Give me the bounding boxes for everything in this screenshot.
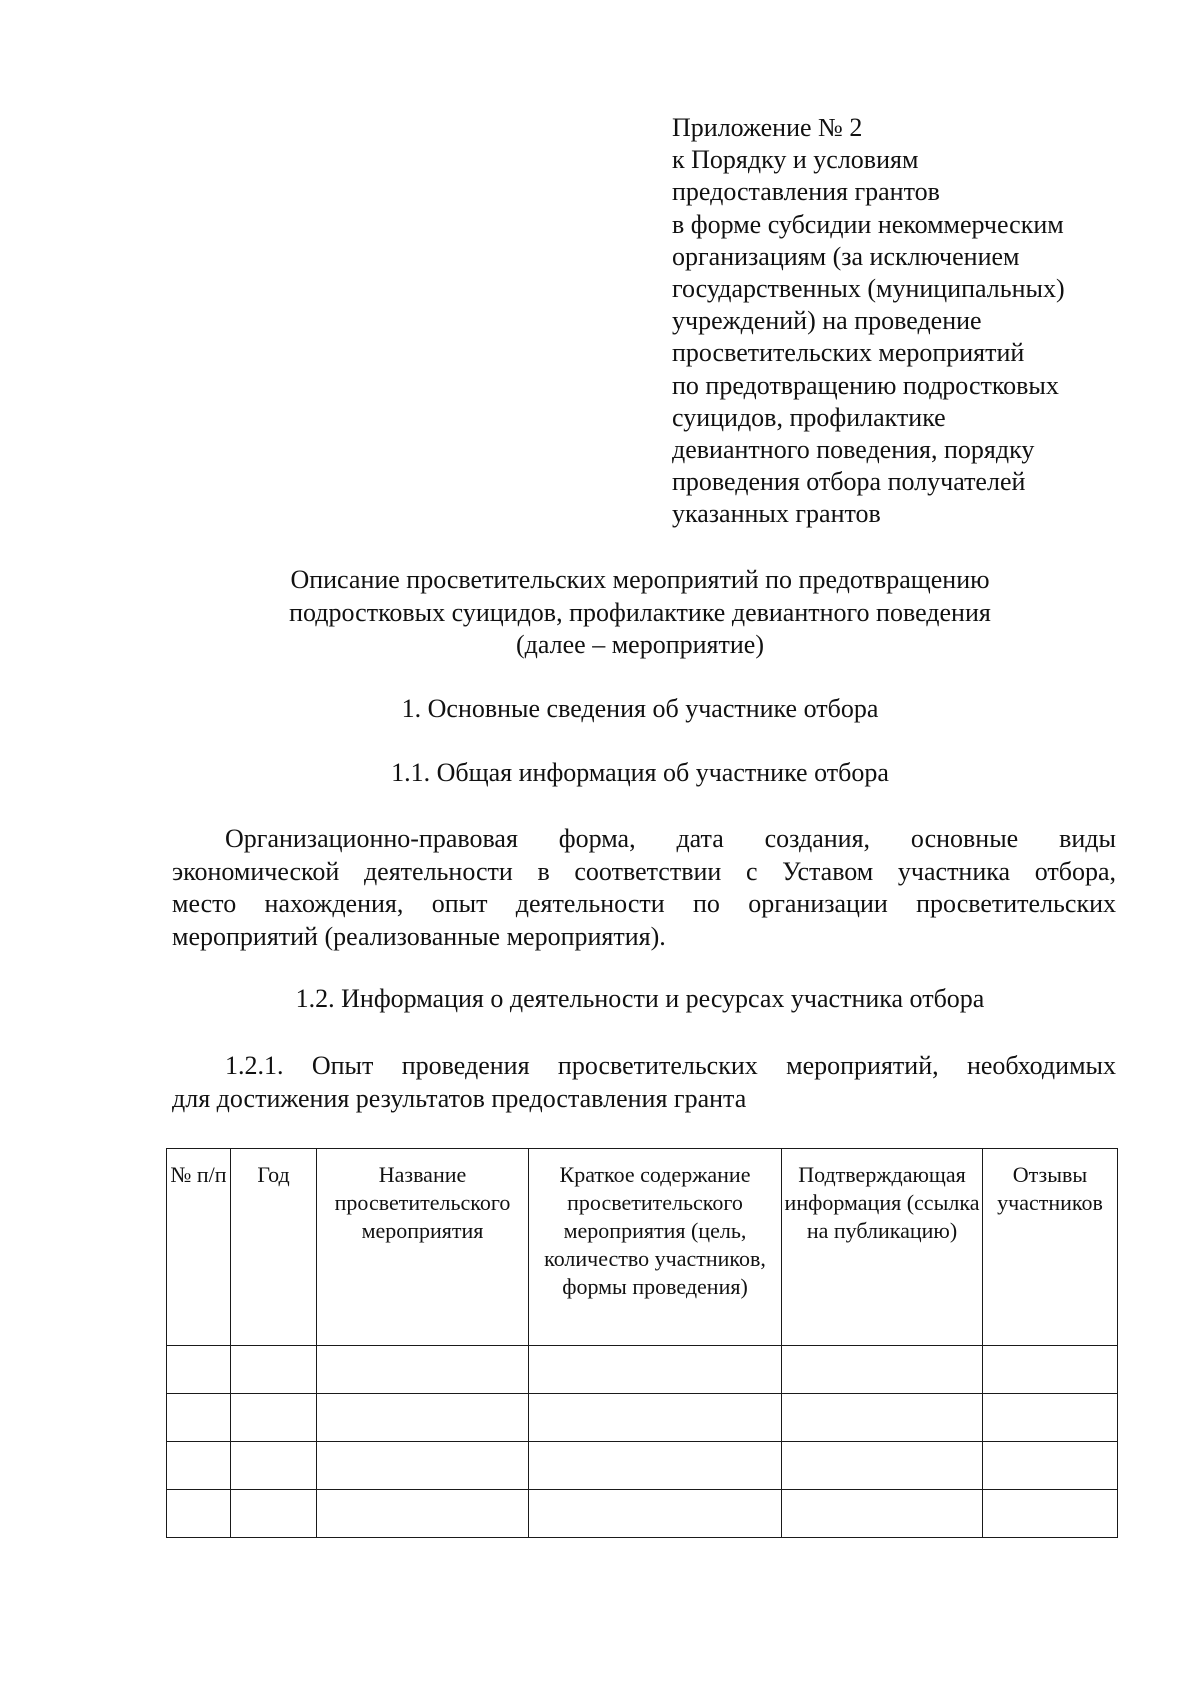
column-header-year: Год (231, 1149, 317, 1346)
paragraph-line: экономической деятельности в соответствии с Уставом участника отбора, (172, 856, 1116, 886)
appendix-line: по предотвращению подростковых (672, 370, 1059, 400)
paragraph-line: 1.2.1. Опыт проведения просветительских мероприятий, необходимых (225, 1051, 1116, 1080)
table-row (167, 1346, 1118, 1394)
table-cell (529, 1394, 782, 1442)
table-cell (983, 1442, 1118, 1490)
table-cell (231, 1394, 317, 1442)
paragraph-line: для достижения результатов предоставления гранта (172, 1083, 747, 1113)
column-header-confirmation: Подтверждающая информация (ссылка на публикацию) (782, 1149, 983, 1346)
table-cell (317, 1442, 529, 1490)
table-cell (782, 1442, 983, 1490)
paragraph-line: мероприятий (реализованные мероприятия). (172, 921, 666, 951)
title-line: Описание просветительских мероприятий по предотвращению (290, 565, 990, 594)
table-cell (231, 1442, 317, 1490)
table-header-row (167, 1149, 1118, 1346)
table-cell (231, 1346, 317, 1394)
table-cell (983, 1346, 1118, 1394)
table-cell (782, 1346, 983, 1394)
table-cell (167, 1442, 231, 1490)
section-1-1-heading: 1.1. Общая информация об участнике отбора (391, 758, 889, 787)
appendix-line: учреждений) на проведение (672, 306, 982, 336)
column-header-number: № п/п (167, 1149, 231, 1346)
experience-paragraph (172, 1050, 1116, 1115)
table-cell (529, 1490, 782, 1538)
table-cell (782, 1490, 983, 1538)
table-row (167, 1394, 1118, 1442)
appendix-line: организациям (за исключением (672, 241, 1020, 271)
appendix-line: к Порядку и условиям (672, 145, 919, 175)
table-cell (317, 1394, 529, 1442)
table-row (167, 1490, 1118, 1538)
document-title (160, 564, 1120, 662)
appendix-line: указанных грантов (672, 499, 881, 529)
table-cell (782, 1394, 983, 1442)
appendix-line: Приложение № 2 (672, 113, 863, 142)
paragraph-line: место нахождения, опыт деятельности по организации просветительских (172, 889, 1116, 918)
table-cell (167, 1346, 231, 1394)
column-header-event-name: Название просветительского мероприятия (317, 1149, 529, 1346)
title-line: подростковых суицидов, профилактике девиантного поведения (289, 597, 991, 627)
appendix-line: предоставления грантов (672, 177, 940, 207)
title-line: (далее – мероприятие) (516, 630, 764, 659)
table-cell (167, 1394, 231, 1442)
table-cell (529, 1346, 782, 1394)
appendix-line: просветительских мероприятий (672, 338, 1025, 368)
table-cell (983, 1490, 1118, 1538)
table-cell (317, 1490, 529, 1538)
appendix-line: девиантного поведения, порядку (672, 435, 1035, 465)
events-table (166, 1148, 1118, 1538)
appendix-line: суицидов, профилактике (672, 402, 946, 432)
column-header-summary: Краткое содержание просветительского мероприятия (цель, количество участников, формы проведения) (529, 1149, 782, 1346)
appendix-line: в форме субсидии некоммерческим (672, 209, 1064, 239)
appendix-line: государственных (муниципальных) (672, 274, 1065, 304)
section-1-heading: 1. Основные сведения об участнике отбора (401, 694, 879, 723)
table-row (167, 1442, 1118, 1490)
paragraph-line: Организационно-правовая форма, дата создания, основные виды (225, 824, 1116, 853)
appendix-line: проведения отбора получателей (672, 467, 1026, 497)
section-1-2-heading: 1.2. Информация о деятельности и ресурсах участника отбора (295, 984, 985, 1013)
general-info-paragraph (172, 823, 1116, 953)
table-cell (167, 1490, 231, 1538)
table-cell (529, 1442, 782, 1490)
appendix-header (672, 112, 1142, 531)
table-cell (231, 1490, 317, 1538)
table-cell (983, 1394, 1118, 1442)
column-header-feedback: Отзывы участников (983, 1149, 1118, 1346)
table-cell (317, 1346, 529, 1394)
